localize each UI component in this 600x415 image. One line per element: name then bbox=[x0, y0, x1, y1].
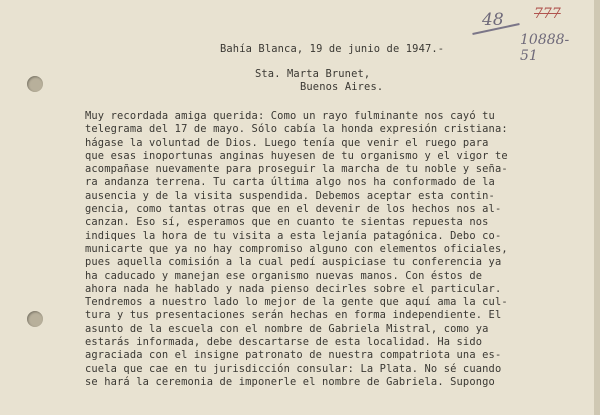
recipient-city: Buenos Aires. bbox=[300, 81, 384, 93]
crossed-number: 777 bbox=[534, 6, 561, 22]
folio-number: 48 bbox=[482, 10, 504, 30]
archive-annotations bbox=[470, 4, 582, 64]
body-line: acompañase nuevamente para proseguir la marcha de tu noble y seña- bbox=[85, 163, 508, 176]
body-line: agraciada con el insigne patronato de nuestra compatriota una es- bbox=[85, 349, 502, 362]
letter-body bbox=[85, 110, 585, 389]
recipient-name: Sta. Marta Brunet, bbox=[255, 68, 371, 80]
body-line: indiques la hora de tu visita a esta lejanía patagónica. Debo co- bbox=[85, 229, 502, 242]
body-line: estarás informada, debe descartarse de esta localidad. Ha sido bbox=[85, 336, 483, 349]
body-line: gencia, como tantas otras que en el devenir de los hechos nos al- bbox=[85, 203, 502, 216]
catalog-number: 10888-51 bbox=[520, 32, 570, 64]
body-line: cuela que cae en tu jurisdicción consular: La Plata. No sé cuando bbox=[85, 362, 502, 375]
body-line: se hará la ceremonia de imponerle el nombre de Gabriela. Supongo bbox=[85, 375, 495, 388]
body-line: ha caducado y manejan ese organismo nuevas manos. Con éstos de bbox=[85, 269, 483, 282]
body-line: Muy recordada amiga querida: Como un rayo fulminante nos cayó tu bbox=[85, 110, 495, 122]
body-line: asunto de la escuela con el nombre de Gabriela Mistral, como ya bbox=[85, 322, 489, 335]
body-line: tura y tus presentaciones serán hechas en forma independiente. El bbox=[85, 309, 502, 322]
body-line: ahora nada he hablado y nada pienso decirles sobre el particular. bbox=[85, 282, 502, 295]
punch-hole-top bbox=[27, 76, 43, 92]
body-line: ra andanza terrena. Tu carta última algo nos ha conformado de la bbox=[85, 176, 495, 189]
body-line: municarte que ya no hay compromiso alguno con elementos oficiales, bbox=[85, 242, 508, 255]
place-date-line: Bahía Blanca, 19 de junio de 1947.- bbox=[220, 43, 445, 55]
body-line: pues aquella comisión a la cual pedí auspiciase tu conferencia ya bbox=[85, 256, 502, 269]
body-line: ausencia y de la visita suspendida. Debemos aceptar esta contin- bbox=[85, 189, 495, 202]
body-line: canzan. Eso sí, esperamos que en cuanto te sientas repuesta nos bbox=[85, 216, 489, 229]
punch-hole-bottom bbox=[27, 311, 43, 327]
body-line: que esas inoportunas anginas huyesen de tu organismo y el vigor te bbox=[85, 149, 508, 162]
body-line: Tendremos a nuestro lado lo mejor de la gente que aquí ama la cul- bbox=[85, 296, 508, 309]
body-line: hágase la voluntad de Dios. Luego tenía que venir el ruego para bbox=[85, 136, 489, 149]
body-line: telegrama del 17 de mayo. Sólo cabía la honda expresión cristiana: bbox=[85, 123, 508, 136]
